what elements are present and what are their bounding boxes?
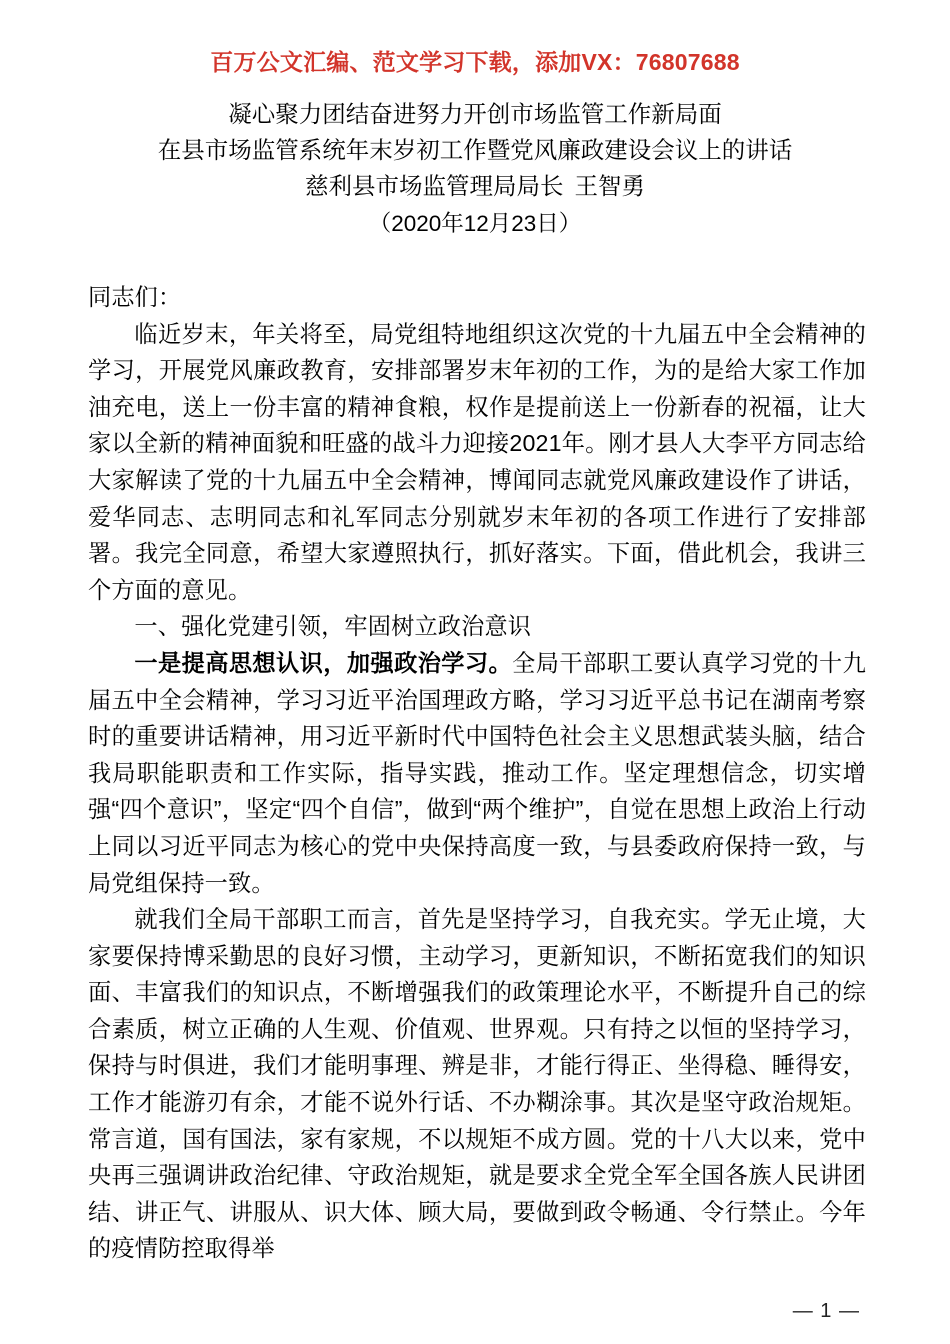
- salutation: 同志们：: [88, 284, 182, 310]
- document-date: （2020年12月23日）: [368, 211, 582, 236]
- paragraph-2-lead: 一是提高思想认识，加强政治学习。: [134, 649, 513, 676]
- title-block: [0, 96, 950, 242]
- author-name: 王智勇: [574, 173, 645, 199]
- document-title-line-2: 在县市场监管系统年末岁初工作暨党风廉政建设会议上的讲话: [157, 137, 793, 163]
- page-footer: — 1 —: [792, 1300, 860, 1322]
- paragraph-1: 临近岁末，年关将至，局党组特地组织这次党的十九届五中全会精神的学习，开展党风廉政教育，安排部署岁末年初的工作，为的是给大家工作加油充电，送上一份丰富的精神食粮，权作是提前送上一份新春的祝福，让大家以全新的精神面貌和旺盛的战斗力迎接2021年。刚才县人大李平方同志给大家解读了党的十九届五中全会精神，博闻同志就党风廉政建设作了讲话，爱华同志、志明同志和礼军同志分别就岁末年初的各项工作进行了安排部署。我完全同意，希望大家遵照执行，抓好落实。下面，借此机会，我讲三个方面的意见。: [88, 320, 866, 603]
- section-heading-1: 一、强化党建引领，牢固树立政治意识: [134, 613, 532, 640]
- promo-banner: 百万公文汇编、范文学习下载，添加VX：76807688: [210, 49, 740, 75]
- paragraph-3: 就我们全局干部职工而言，首先是坚持学习，自我充实。学无止境，大家要保持博采勤思的良好习惯，主动学习，更新知识，不断拓宽我们的知识面、丰富我们的知识点，不断增强我们的政策理论水平，不断提升自己的综合素质，树立正确的人生观、价值观、世界观。只有持之以恒的坚持学习，保持与时俱进，我们才能明事理、辨是非，才能行得正、坐得稳、睡得安，工作才能游刃有余，才能不说外行话、不办糊涂事。其次是坚守政治规矩。常言道，国有国法，家有家规，不以规矩不成方圆。党的十八大以来，党中央再三强调讲政治纪律、守政治规矩，就是要求全党全军全国各族人民讲团结、讲正气、讲服从、识大体、顾大局，要做到政令畅通、令行禁止。今年的疫情防控取得举: [88, 906, 866, 1262]
- paragraph-2-rest: 全局干部职工要认真学习党的十九届五中全会精神，学习习近平治国理政方略，学习习近平总书记在湖南考察时的重要讲话精神，用习近平新时代中国特色社会主义思想武装头脑，结合我局职能职责和工作实际，指导实践，推动工作。坚定理想信念，切实增强“四个意识”，坚定“四个自信”，做到“两个维护”，自觉在思想上政治上行动上同以习近平同志为核心的党中央保持高度一致，与县委政府保持一致，与局党组保持一致。: [88, 649, 867, 896]
- paragraph-2: [88, 645, 866, 901]
- document-author-line: [0, 168, 950, 204]
- document-title-line-1: 凝心聚力团结奋进努力开创市场监管工作新局面: [228, 101, 722, 127]
- document-body: [88, 279, 866, 1267]
- author-organization: 慈利县市场监管理局局长: [305, 173, 564, 199]
